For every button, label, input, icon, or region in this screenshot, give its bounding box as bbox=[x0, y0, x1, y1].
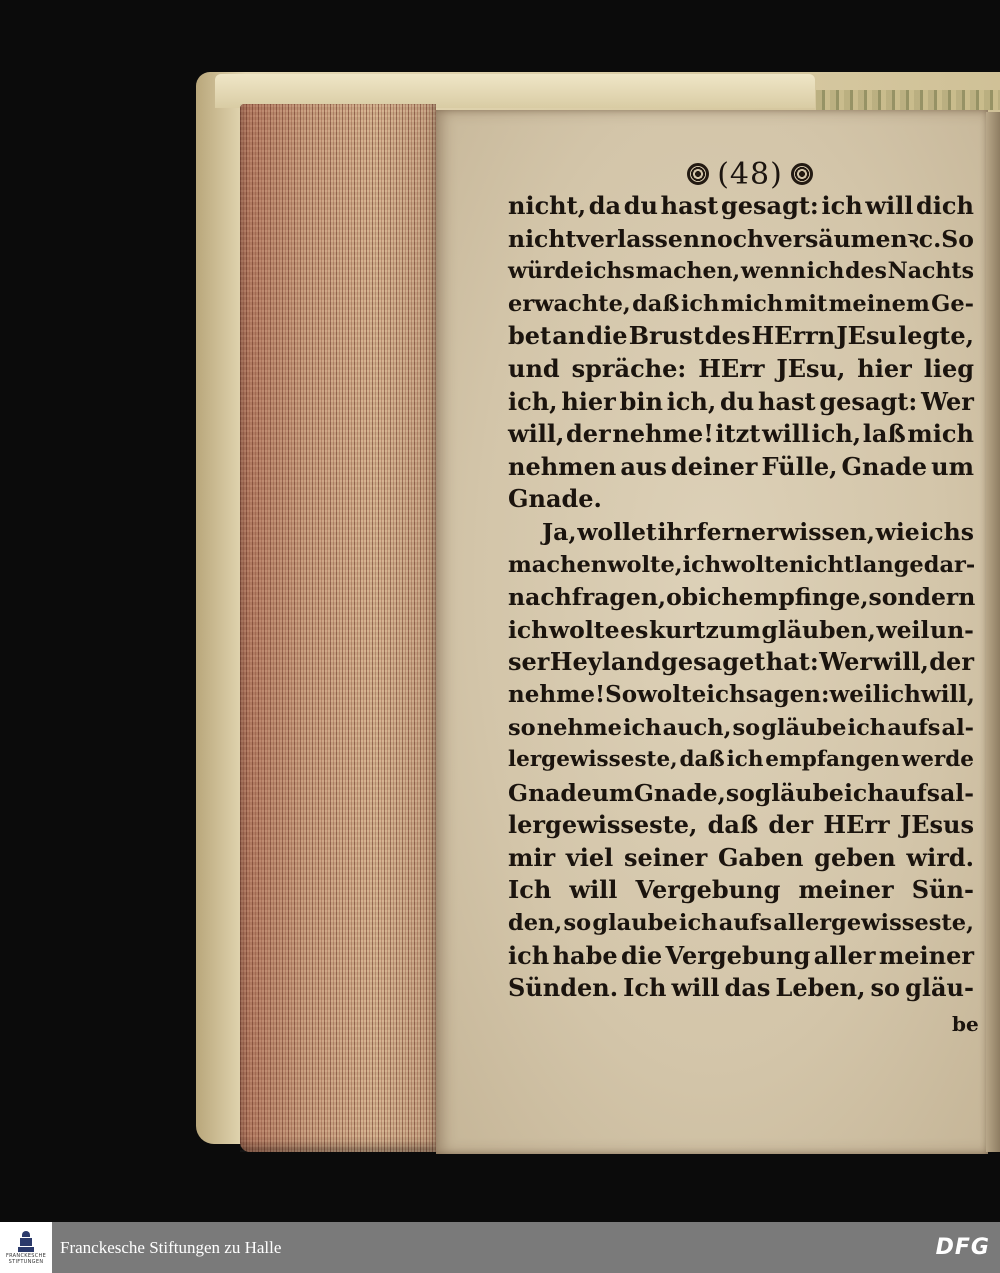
text-word: aus bbox=[620, 451, 667, 481]
text-word: allergewisseste, bbox=[773, 910, 974, 937]
text-line: Gnade. bbox=[508, 484, 602, 514]
text-word: HErr bbox=[823, 810, 890, 840]
text-word: lergewisseste, bbox=[508, 810, 698, 840]
cover-ribbon bbox=[816, 90, 1000, 110]
text-word: ich, bbox=[508, 386, 558, 416]
text-word: aufs bbox=[718, 910, 773, 937]
text-word: der bbox=[768, 810, 814, 840]
text-word: wolte bbox=[548, 615, 620, 644]
text-word: ichs bbox=[584, 258, 635, 285]
text-word: des bbox=[845, 258, 887, 285]
text-word: empfangen bbox=[765, 747, 900, 773]
text-word: und bbox=[508, 353, 560, 383]
dfg-logo[interactable]: DFG bbox=[935, 1235, 990, 1260]
text-word: wolte, bbox=[607, 551, 683, 578]
text-word: un- bbox=[930, 615, 974, 644]
text-word: Vergebung bbox=[635, 875, 781, 905]
text-word: HErrn bbox=[751, 321, 836, 351]
text-word: al- bbox=[940, 778, 974, 807]
text-word: will bbox=[569, 875, 618, 905]
text-word: der bbox=[929, 647, 974, 677]
institution-name: Franckesche Stiftungen zu Halle bbox=[60, 1237, 282, 1257]
text-word: Heyland bbox=[549, 647, 661, 677]
text-line bbox=[508, 614, 974, 647]
text-word: Ge- bbox=[931, 290, 974, 317]
text-word: auch, bbox=[662, 714, 732, 741]
text-word: ihr bbox=[657, 517, 696, 546]
logo-text-line-2: STIFTUNGEN bbox=[8, 1258, 44, 1265]
text-word: ich bbox=[726, 747, 764, 773]
text-word: Vergebung bbox=[665, 940, 811, 970]
text-word: Gnade bbox=[508, 778, 592, 807]
text-word: ob bbox=[666, 583, 699, 612]
text-word: gläu- bbox=[905, 973, 974, 1003]
text-word: Brust bbox=[628, 321, 704, 351]
text-word: So bbox=[605, 680, 638, 708]
text-word: dar- bbox=[923, 551, 976, 578]
text-word: nicht, bbox=[508, 191, 587, 220]
text-line bbox=[508, 679, 974, 712]
text-word: an bbox=[552, 321, 586, 351]
text-word: ferner bbox=[696, 517, 779, 546]
text-word: bet bbox=[508, 321, 552, 351]
text-word: JEsu, bbox=[776, 353, 846, 383]
text-word: wissen, bbox=[779, 517, 875, 546]
text-word: mich bbox=[907, 419, 974, 449]
text-line bbox=[508, 418, 974, 451]
text-word: nicht bbox=[508, 224, 577, 253]
text-line bbox=[508, 353, 974, 386]
text-word: meiner bbox=[798, 875, 894, 905]
text-word: noch bbox=[699, 224, 765, 253]
text-word: Ja, bbox=[542, 517, 577, 546]
text-word: will bbox=[671, 973, 720, 1003]
text-word: gläube bbox=[754, 778, 844, 807]
text-word: hast bbox=[660, 191, 719, 220]
text-word: kurtzum bbox=[648, 615, 761, 644]
text-word: al- bbox=[941, 714, 974, 741]
text-word: So bbox=[941, 224, 974, 253]
text-line bbox=[508, 255, 974, 288]
text-line bbox=[508, 549, 974, 582]
text-word: ich bbox=[680, 290, 720, 317]
text-word: Wer bbox=[819, 647, 873, 677]
text-word: ꝛc. bbox=[907, 224, 942, 253]
text-word: verlassen bbox=[576, 224, 700, 253]
text-word: mit bbox=[784, 290, 828, 317]
text-line bbox=[508, 712, 974, 745]
text-word: geben bbox=[814, 842, 896, 872]
text-word: wenn bbox=[740, 258, 806, 285]
text-word: nehme! bbox=[508, 680, 606, 708]
text-word: nehmen bbox=[508, 451, 617, 481]
text-line bbox=[508, 516, 974, 549]
text-word: machen bbox=[508, 551, 608, 578]
text-word: nehme! bbox=[612, 419, 714, 449]
text-line bbox=[508, 223, 974, 256]
text-word: lieg bbox=[923, 353, 974, 383]
text-word: werde bbox=[901, 747, 974, 773]
text-word: lange bbox=[854, 551, 924, 578]
text-word: laß bbox=[862, 419, 906, 449]
footer-bar bbox=[0, 1222, 1000, 1273]
text-word: Ich bbox=[508, 875, 552, 905]
text-word: bin bbox=[619, 386, 663, 416]
text-word: lergewisseste, bbox=[508, 747, 678, 773]
text-word: mir bbox=[508, 842, 556, 872]
flower-ornament-icon bbox=[791, 163, 813, 185]
text-word: Gaben bbox=[717, 842, 804, 872]
text-word: würde bbox=[508, 258, 584, 285]
text-word: gläuben, bbox=[761, 615, 876, 644]
cover-top-edge bbox=[215, 74, 815, 108]
text-word: ich, bbox=[811, 419, 862, 449]
text-word: will, bbox=[872, 647, 929, 677]
text-line bbox=[508, 809, 974, 842]
text-word: wird. bbox=[906, 842, 974, 872]
text-word: Leben, bbox=[775, 973, 866, 1003]
text-word: will bbox=[865, 191, 914, 220]
text-word: erwachte, bbox=[508, 290, 631, 317]
text-word: ich bbox=[678, 910, 718, 937]
text-word: daß bbox=[679, 747, 725, 773]
text-line bbox=[508, 320, 974, 353]
text-word: ich bbox=[843, 778, 885, 807]
text-word: die bbox=[586, 321, 628, 351]
text-word: daß bbox=[707, 810, 759, 840]
text-line bbox=[508, 646, 974, 679]
text-word: spräche: bbox=[571, 353, 687, 383]
text-word: deiner bbox=[670, 451, 758, 481]
text-word: ich bbox=[622, 714, 662, 741]
text-word: empfinge, bbox=[738, 583, 869, 612]
text-word: Sün- bbox=[911, 875, 974, 905]
text-line bbox=[508, 744, 974, 777]
text-word: Gnade bbox=[841, 451, 928, 481]
text-word: ich bbox=[706, 680, 746, 708]
text-line bbox=[508, 190, 974, 223]
text-word: sondern bbox=[868, 583, 976, 612]
text-word: Fülle, bbox=[761, 451, 838, 481]
text-word: Wer bbox=[920, 386, 974, 416]
text-line bbox=[508, 874, 974, 907]
text-word: wie bbox=[875, 517, 920, 546]
text-word: da bbox=[588, 191, 622, 220]
text-word: wolte bbox=[721, 551, 789, 578]
text-word: um bbox=[931, 451, 974, 481]
text-word: legte, bbox=[898, 321, 974, 351]
text-word: JEsu bbox=[836, 321, 897, 351]
text-word: aufs bbox=[884, 778, 940, 807]
logo-text-line-1: FRANCKESCHE bbox=[5, 1252, 47, 1259]
text-word: ich bbox=[806, 258, 845, 285]
text-line bbox=[508, 972, 974, 1005]
text-word: ich bbox=[881, 680, 921, 708]
text-word: seiner bbox=[623, 842, 708, 872]
text-word: ich bbox=[508, 940, 550, 970]
text-word: so bbox=[563, 910, 592, 937]
text-word: so bbox=[508, 714, 536, 741]
page-fold bbox=[986, 112, 1000, 1152]
text-word: nicht bbox=[788, 551, 855, 578]
building-icon bbox=[18, 1231, 34, 1253]
text-word: die bbox=[621, 940, 663, 970]
text-line bbox=[508, 777, 974, 810]
text-word: wollet bbox=[577, 517, 657, 546]
text-word: so bbox=[725, 778, 755, 807]
text-word: das bbox=[724, 973, 771, 1003]
text-word: versäumen bbox=[764, 224, 908, 253]
text-word: machen, bbox=[635, 258, 741, 285]
text-word: ich, bbox=[666, 386, 717, 416]
text-word: nehme bbox=[536, 714, 622, 741]
text-word: wolte bbox=[637, 680, 707, 708]
text-word: itzt bbox=[715, 419, 761, 449]
text-word: will, bbox=[508, 419, 565, 449]
text-word: nach bbox=[508, 583, 572, 612]
text-word: will, bbox=[920, 680, 975, 708]
text-word: hat: bbox=[765, 647, 819, 677]
text-word: Ich bbox=[623, 973, 667, 1003]
text-word: gesaget bbox=[661, 647, 766, 677]
page-text bbox=[508, 190, 974, 1005]
text-word: den, bbox=[508, 910, 563, 937]
page-number: (48) bbox=[717, 156, 783, 192]
text-word: fragen, bbox=[571, 583, 667, 612]
text-line bbox=[508, 288, 974, 321]
catchword: be bbox=[952, 1012, 979, 1036]
text-word: Gnade, bbox=[633, 778, 726, 807]
text-word: Sünden. bbox=[508, 973, 619, 1003]
text-word: du bbox=[623, 191, 658, 220]
text-word: ich bbox=[682, 551, 722, 578]
text-word: ich bbox=[847, 714, 887, 741]
text-word: weil bbox=[876, 615, 930, 644]
text-word: meinem bbox=[828, 290, 930, 317]
text-word: so bbox=[870, 973, 901, 1003]
text-word: hast bbox=[758, 386, 816, 416]
text-word: dich bbox=[916, 191, 974, 220]
text-line bbox=[508, 386, 974, 419]
text-word: der bbox=[566, 419, 611, 449]
text-word: du bbox=[720, 386, 755, 416]
text-line bbox=[508, 842, 974, 875]
text-line bbox=[508, 581, 974, 614]
text-word: sagen: bbox=[745, 680, 830, 708]
text-word: mich bbox=[720, 290, 784, 317]
text-word: hier bbox=[857, 353, 912, 383]
text-word: gesagt: bbox=[720, 191, 819, 220]
text-word: Nachts bbox=[887, 258, 974, 285]
text-word: hier bbox=[561, 386, 616, 416]
text-word: will bbox=[761, 419, 810, 449]
text-word: meiner bbox=[878, 940, 974, 970]
text-word: um bbox=[591, 778, 634, 807]
text-word: ichs bbox=[920, 517, 974, 546]
text-word: aufs bbox=[887, 714, 941, 741]
text-line bbox=[508, 907, 974, 940]
text-word: gläube bbox=[761, 714, 847, 741]
text-word: HErr bbox=[698, 353, 765, 383]
text-word: JEsus bbox=[899, 810, 974, 840]
text-word: ich bbox=[821, 191, 863, 220]
text-word: ich bbox=[698, 583, 739, 612]
text-word: glaube bbox=[592, 910, 678, 937]
text-line bbox=[508, 451, 974, 484]
text-line bbox=[508, 940, 974, 973]
text-word: ich bbox=[508, 615, 549, 644]
page-edges-shade bbox=[240, 104, 436, 1152]
text-word: viel bbox=[565, 842, 614, 872]
text-word: weil bbox=[829, 680, 882, 708]
institution-logo[interactable] bbox=[0, 1222, 52, 1273]
text-word: aller bbox=[813, 940, 876, 970]
text-word: so bbox=[732, 714, 761, 741]
text-word: es bbox=[620, 615, 649, 644]
text-word: ser bbox=[508, 647, 550, 677]
text-word: gesagt: bbox=[819, 386, 918, 416]
text-word: habe bbox=[552, 940, 618, 970]
text-word: daß bbox=[632, 290, 680, 317]
text-word: des bbox=[704, 321, 751, 351]
flower-ornament-icon bbox=[687, 163, 709, 185]
